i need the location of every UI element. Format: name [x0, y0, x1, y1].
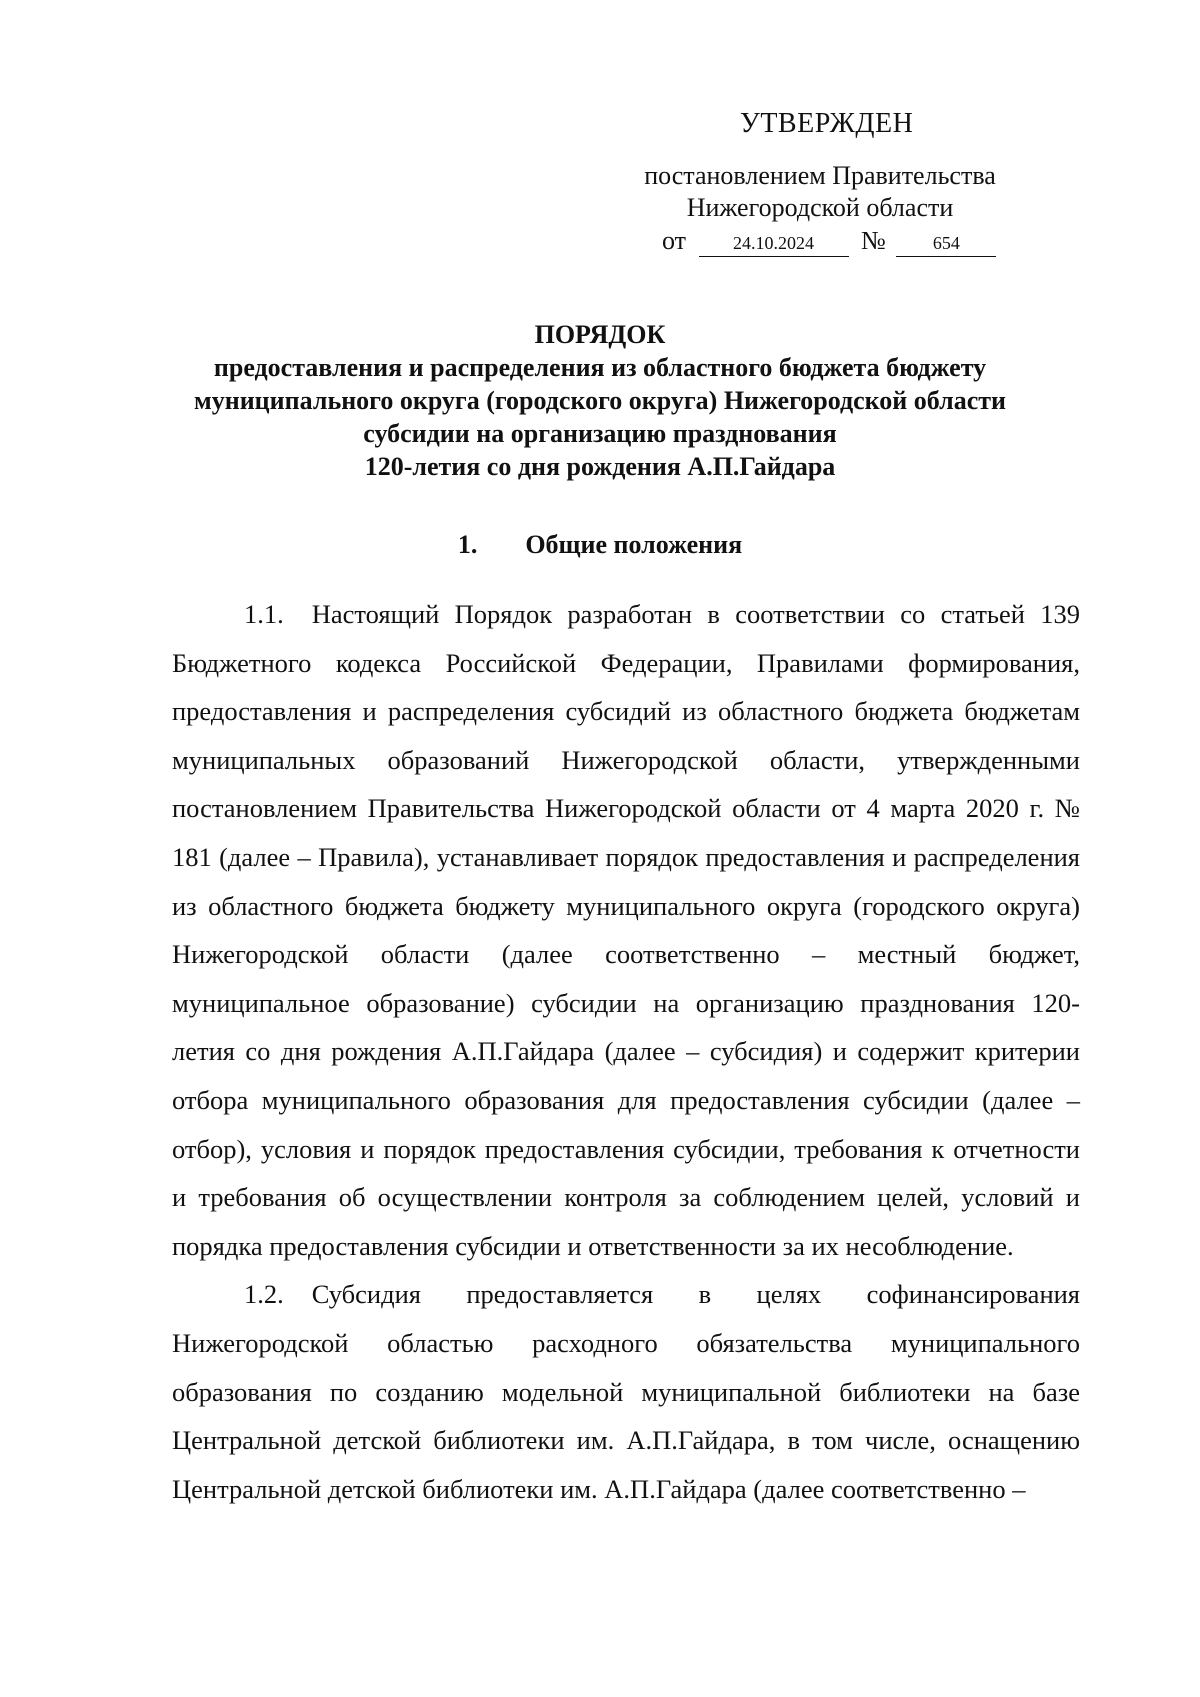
paragraph-text: Настоящий Порядок разработан в соответствии со статьей 139 Бюджетного кодекса Российской Федерации, Правилами формирования, предоставления и распределения субсидий из областного бюджета бюджетам муниципальных образований Нижегородской области, утвержденными постановлением Правительства Нижегородской области от 4 марта 2020 г. № 181 (далее – Правила), устанавливает порядок предоставления и распределения из областного бюджета бюджету муниципального округа (городского округа) Нижегородской области (далее соответственно – местный бюджет, муниципальное образование) субсидии на организацию празднования 120-летия со дня рождения А.П.Гайдара (далее – субсидия) и содержит критерии отбора муниципального образования для предоставления субсидии (далее – отбор), условия и порядок предоставления субсидии, требования к отчетности и требования об осуществлении контроля за соблюдением целей, условий и порядка предоставления субсидии и ответственности за их несоблюдение.	[172, 599, 1080, 1261]
approval-date-line	[662, 226, 996, 257]
document-subtitle-line: субсидии на организацию празднования	[363, 419, 837, 448]
approval-date: 24.10.2024	[699, 230, 849, 257]
document-title: ПОРЯДОК	[534, 320, 666, 349]
paragraph	[172, 590, 1080, 1270]
paragraph-text: Субсидия предоставляется в целях софинансирования Нижегородской областью расходного обязательства муниципального образования по созданию модельной муниципальной библиотеки на базе Центральной детской библиотеки им. А.П.Гайдара, в том числе, оснащению Центральной детской библиотеки им. А.П.Гайдара (далее соответственно –	[172, 1279, 1080, 1504]
document-subtitle-line: муниципального округа (городского округа) Нижегородской области	[194, 386, 1006, 415]
date-prefix: от	[662, 226, 687, 255]
document-body	[172, 590, 1080, 1513]
section-heading	[120, 530, 1080, 560]
paragraph-number: 1.2.	[244, 1279, 284, 1310]
approval-line-1: постановлением Правительства	[644, 161, 996, 190]
approval-number: 654	[896, 230, 996, 257]
document-subtitle-line: предоставления и распределения из областного бюджета бюджету	[213, 353, 987, 382]
document-subtitle-line: 120-летия со дня рождения А.П.Гайдара	[364, 452, 836, 481]
number-prefix: №	[861, 226, 886, 255]
approval-by	[560, 160, 1080, 224]
section-title: Общие положения	[525, 530, 743, 559]
approval-line-2: Нижегородской области	[686, 193, 954, 222]
approval-title: УТВЕРЖДЕН	[740, 108, 914, 139]
paragraph	[172, 1270, 1080, 1513]
paragraph-number: 1.1.	[244, 599, 284, 629]
document-header	[120, 318, 1080, 483]
section-number: 1.	[457, 530, 478, 559]
